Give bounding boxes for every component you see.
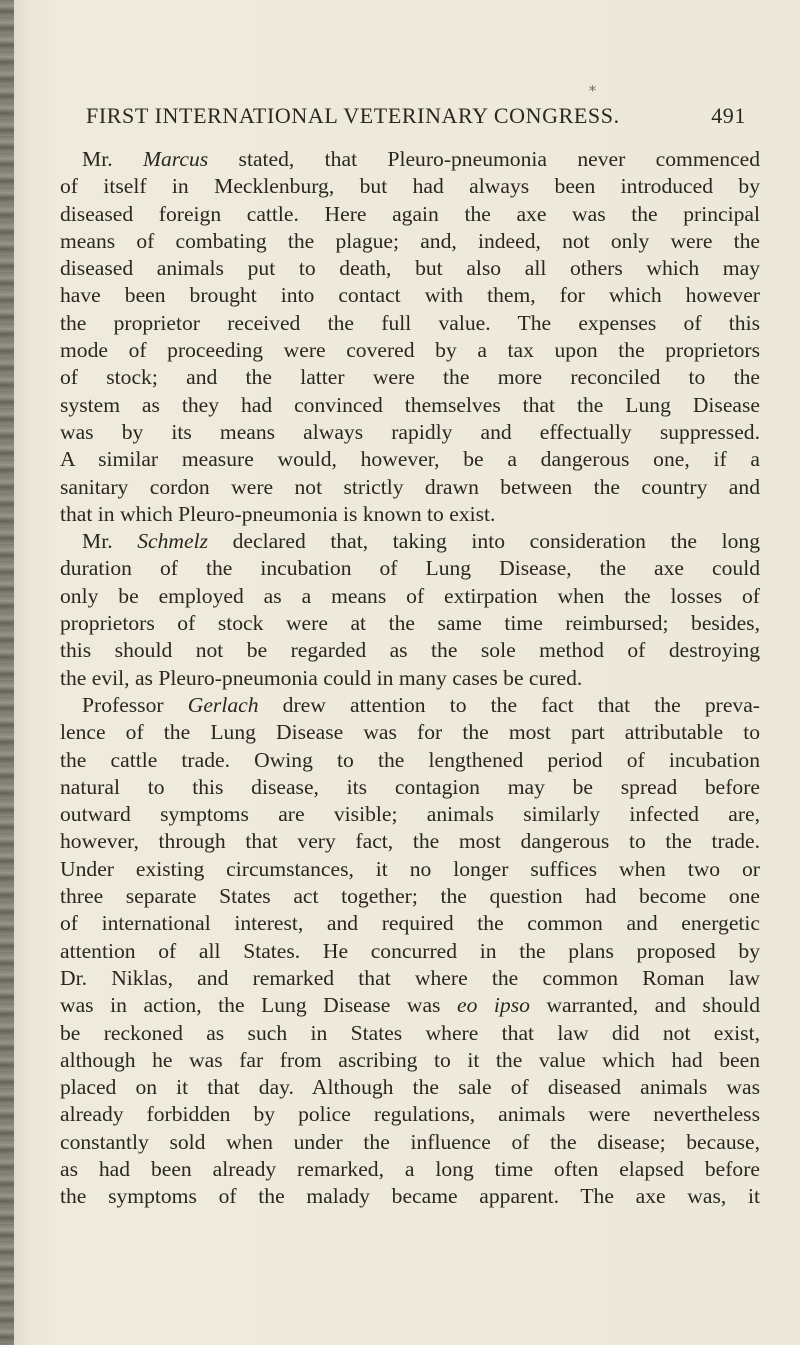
text-line: duration of the incubation of Lung Disease, the axe could [60, 556, 760, 581]
text-line: the evil, as Pleuro-pneumonia could in many cases be cured. [60, 665, 583, 690]
text-line: that in which Pleuro-pneumonia is known to exist. [60, 501, 496, 526]
text-line: attention of all States. He concurred in the plans proposed by [60, 938, 760, 963]
text-line: Mr. Schmelz declared that, taking into consideration the long [82, 529, 760, 554]
text-line: A similar measure would, however, be a dangerous one, if a [60, 447, 760, 472]
text-line: the proprietor received the full value. The expenses of this [60, 310, 760, 335]
text-line: have been brought into contact with them, for which however [60, 283, 760, 308]
text-line: diseased foreign cattle. Here again the axe was the principal [60, 201, 760, 226]
page-binding-edge [0, 0, 14, 1345]
text-line: although he was far from ascribing to it the value which had been [60, 1047, 760, 1072]
text-line: only be employed as a means of extirpation when the losses of [60, 583, 760, 608]
text-line: of itself in Mecklenburg, but had always been introduced by [60, 174, 760, 199]
text-line: of international interest, and required the common and energetic [60, 911, 760, 936]
text-line: Professor Gerlach drew attention to the fact that the preva- [82, 692, 760, 717]
text-line: already forbidden by police regulations, animals were nevertheless [60, 1102, 760, 1127]
text-line: sanitary cordon were not strictly drawn between the country and [60, 474, 760, 499]
text-line: the symptoms of the malady became apparent. The axe was, it [60, 1184, 760, 1209]
text-line: Dr. Niklas, and remarked that where the common Roman law [60, 965, 760, 990]
text-line: placed on it that day. Although the sale of diseased animals was [60, 1075, 760, 1100]
corner-mark: ⁎ [589, 79, 596, 95]
text-line: however, through that very fact, the most dangerous to the trade. [60, 829, 760, 854]
text-line: Mr. Marcus stated, that Pleuro-pneumonia never commenced [82, 147, 760, 171]
text-line: of stock; and the latter were the more reconciled to the [60, 365, 760, 390]
text-line: outward symptoms are visible; animals similarly infected are, [60, 802, 760, 827]
header-title: FIRST INTERNATIONAL VETERINARY CONGRESS. [86, 103, 620, 128]
body-text [60, 146, 760, 1211]
text-line: three separate States act together; the question had become one [60, 884, 760, 909]
text-line: be reckoned as such in States where that law did not exist, [60, 1020, 760, 1045]
text-line: diseased animals put to death, but also all others which may [60, 256, 760, 281]
text-line: proprietors of stock were at the same time reimbursed; besides, [60, 611, 760, 636]
text-line: lence of the Lung Disease was for the most part attributable to [60, 720, 760, 745]
text-line: means of combating the plague; and, indeed, not only were the [60, 228, 760, 253]
text-line: was by its means always rapidly and effectually suppressed. [60, 419, 760, 444]
text-line: natural to this disease, its contagion may be spread before [60, 774, 760, 799]
text-line: as had been already remarked, a long time often elapsed before [60, 1156, 760, 1181]
text-line: Under existing circumstances, it no longer suffices when two or [60, 856, 760, 881]
running-header [86, 103, 746, 129]
text-line: this should not be regarded as the sole method of destroying [60, 638, 760, 663]
text-line: mode of proceeding were covered by a tax upon the proprietors [60, 338, 760, 363]
page-number: 491 [711, 103, 746, 128]
text-line: system as they had convinced themselves that the Lung Disease [60, 392, 760, 417]
text-line: was in action, the Lung Disease was eo ipso warranted, and should [60, 993, 760, 1018]
text-line: constantly sold when under the influence of the disease; because, [60, 1129, 760, 1154]
text-line: the cattle trade. Owing to the lengthened period of incubation [60, 747, 760, 772]
